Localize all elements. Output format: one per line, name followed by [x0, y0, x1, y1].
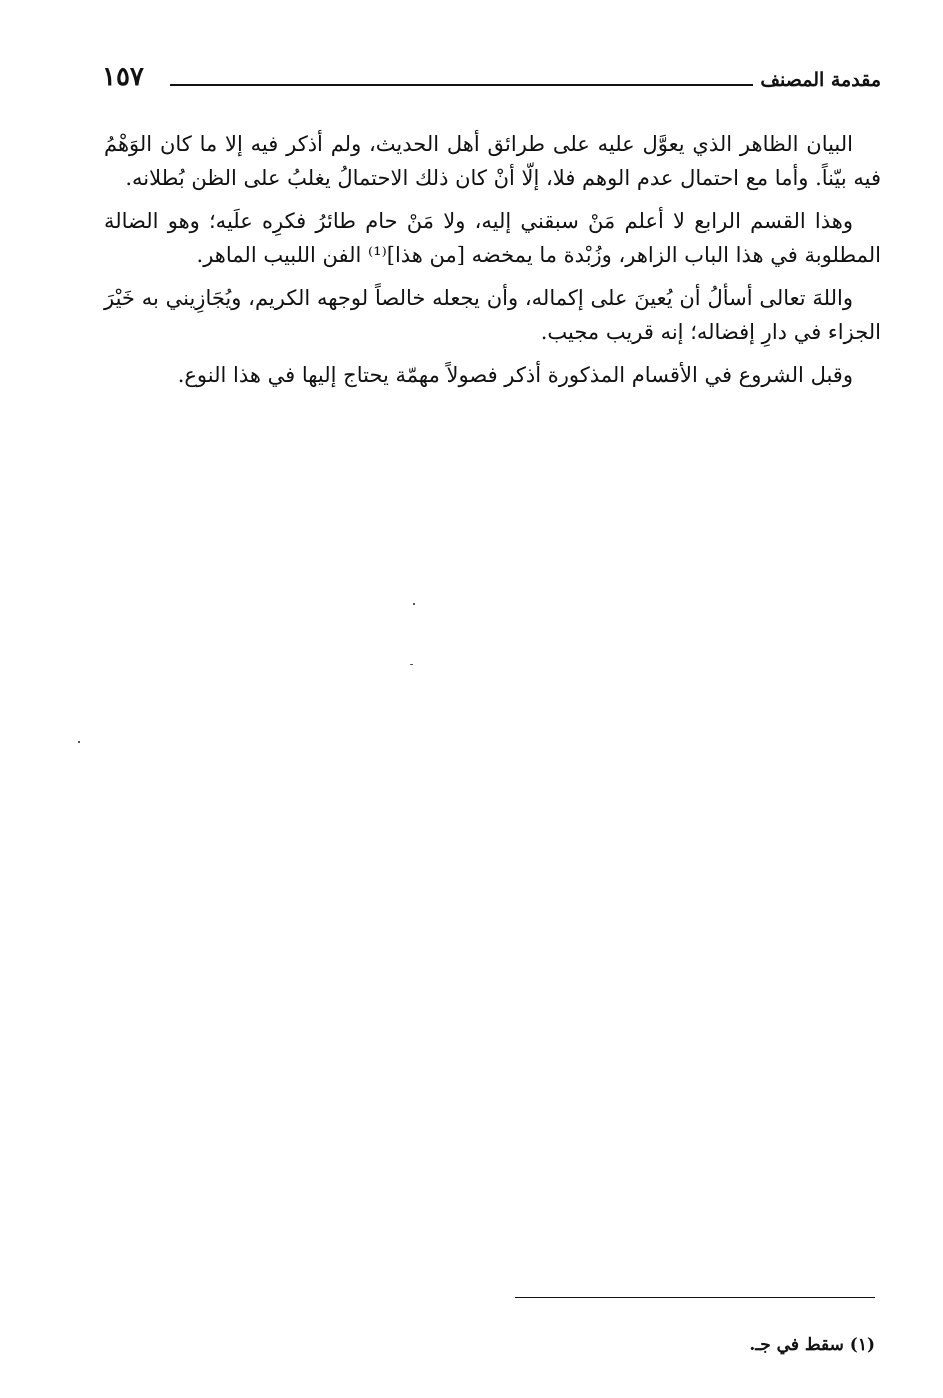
header-rule [170, 84, 753, 86]
page-number: ١٥٧ [102, 62, 144, 92]
running-head: مقدمة المصنف [760, 69, 881, 91]
main-text [104, 128, 881, 403]
paragraph-4: وقبل الشروع في الأقسام المذكورة أذكر فصولاً مهمّة يحتاج إليها في هذا النوع. [177, 363, 853, 387]
footnote-1: (١) سقط في جـ. [749, 1335, 875, 1355]
paragraph-2: وهذا القسم الرابع لا أعلم مَنْ سبقني إليه، ولا مَنْ حام طائرُ فكرِه علَيه؛ وهو الضالة المطلوبة في هذا الباب الزاهر، وزُبْدة ما يمخضه [من هذا]⁽¹⁾ الفن اللبيب الماهر. [104, 209, 881, 267]
scan-speck [78, 741, 80, 743]
page-header [102, 62, 881, 102]
paragraph-1: البيان الظاهر الذي يعوَّل عليه على طرائق أهل الحديث، ولم أذكر فيه إلا ما كان الوَهْمُ فيه بيّناً. وأما مع احتمال عدم الوهم فلا، إلّا أنْ كان ذلك الاحتمالُ يغلبُ على الظن بُطلانه. [104, 132, 881, 190]
scan-speck [410, 664, 413, 665]
paragraph-3: واللهَ تعالى أسألُ أن يُعينَ على إكماله، وأن يجعله خالصاً لوجهه الكريم، ويُجَازِيني به خَيْرَ الجزاء في دارِ إفضاله؛ إنه قريب مجيب. [104, 286, 881, 344]
scan-speck [413, 603, 415, 605]
footnote-rule [515, 1297, 875, 1298]
